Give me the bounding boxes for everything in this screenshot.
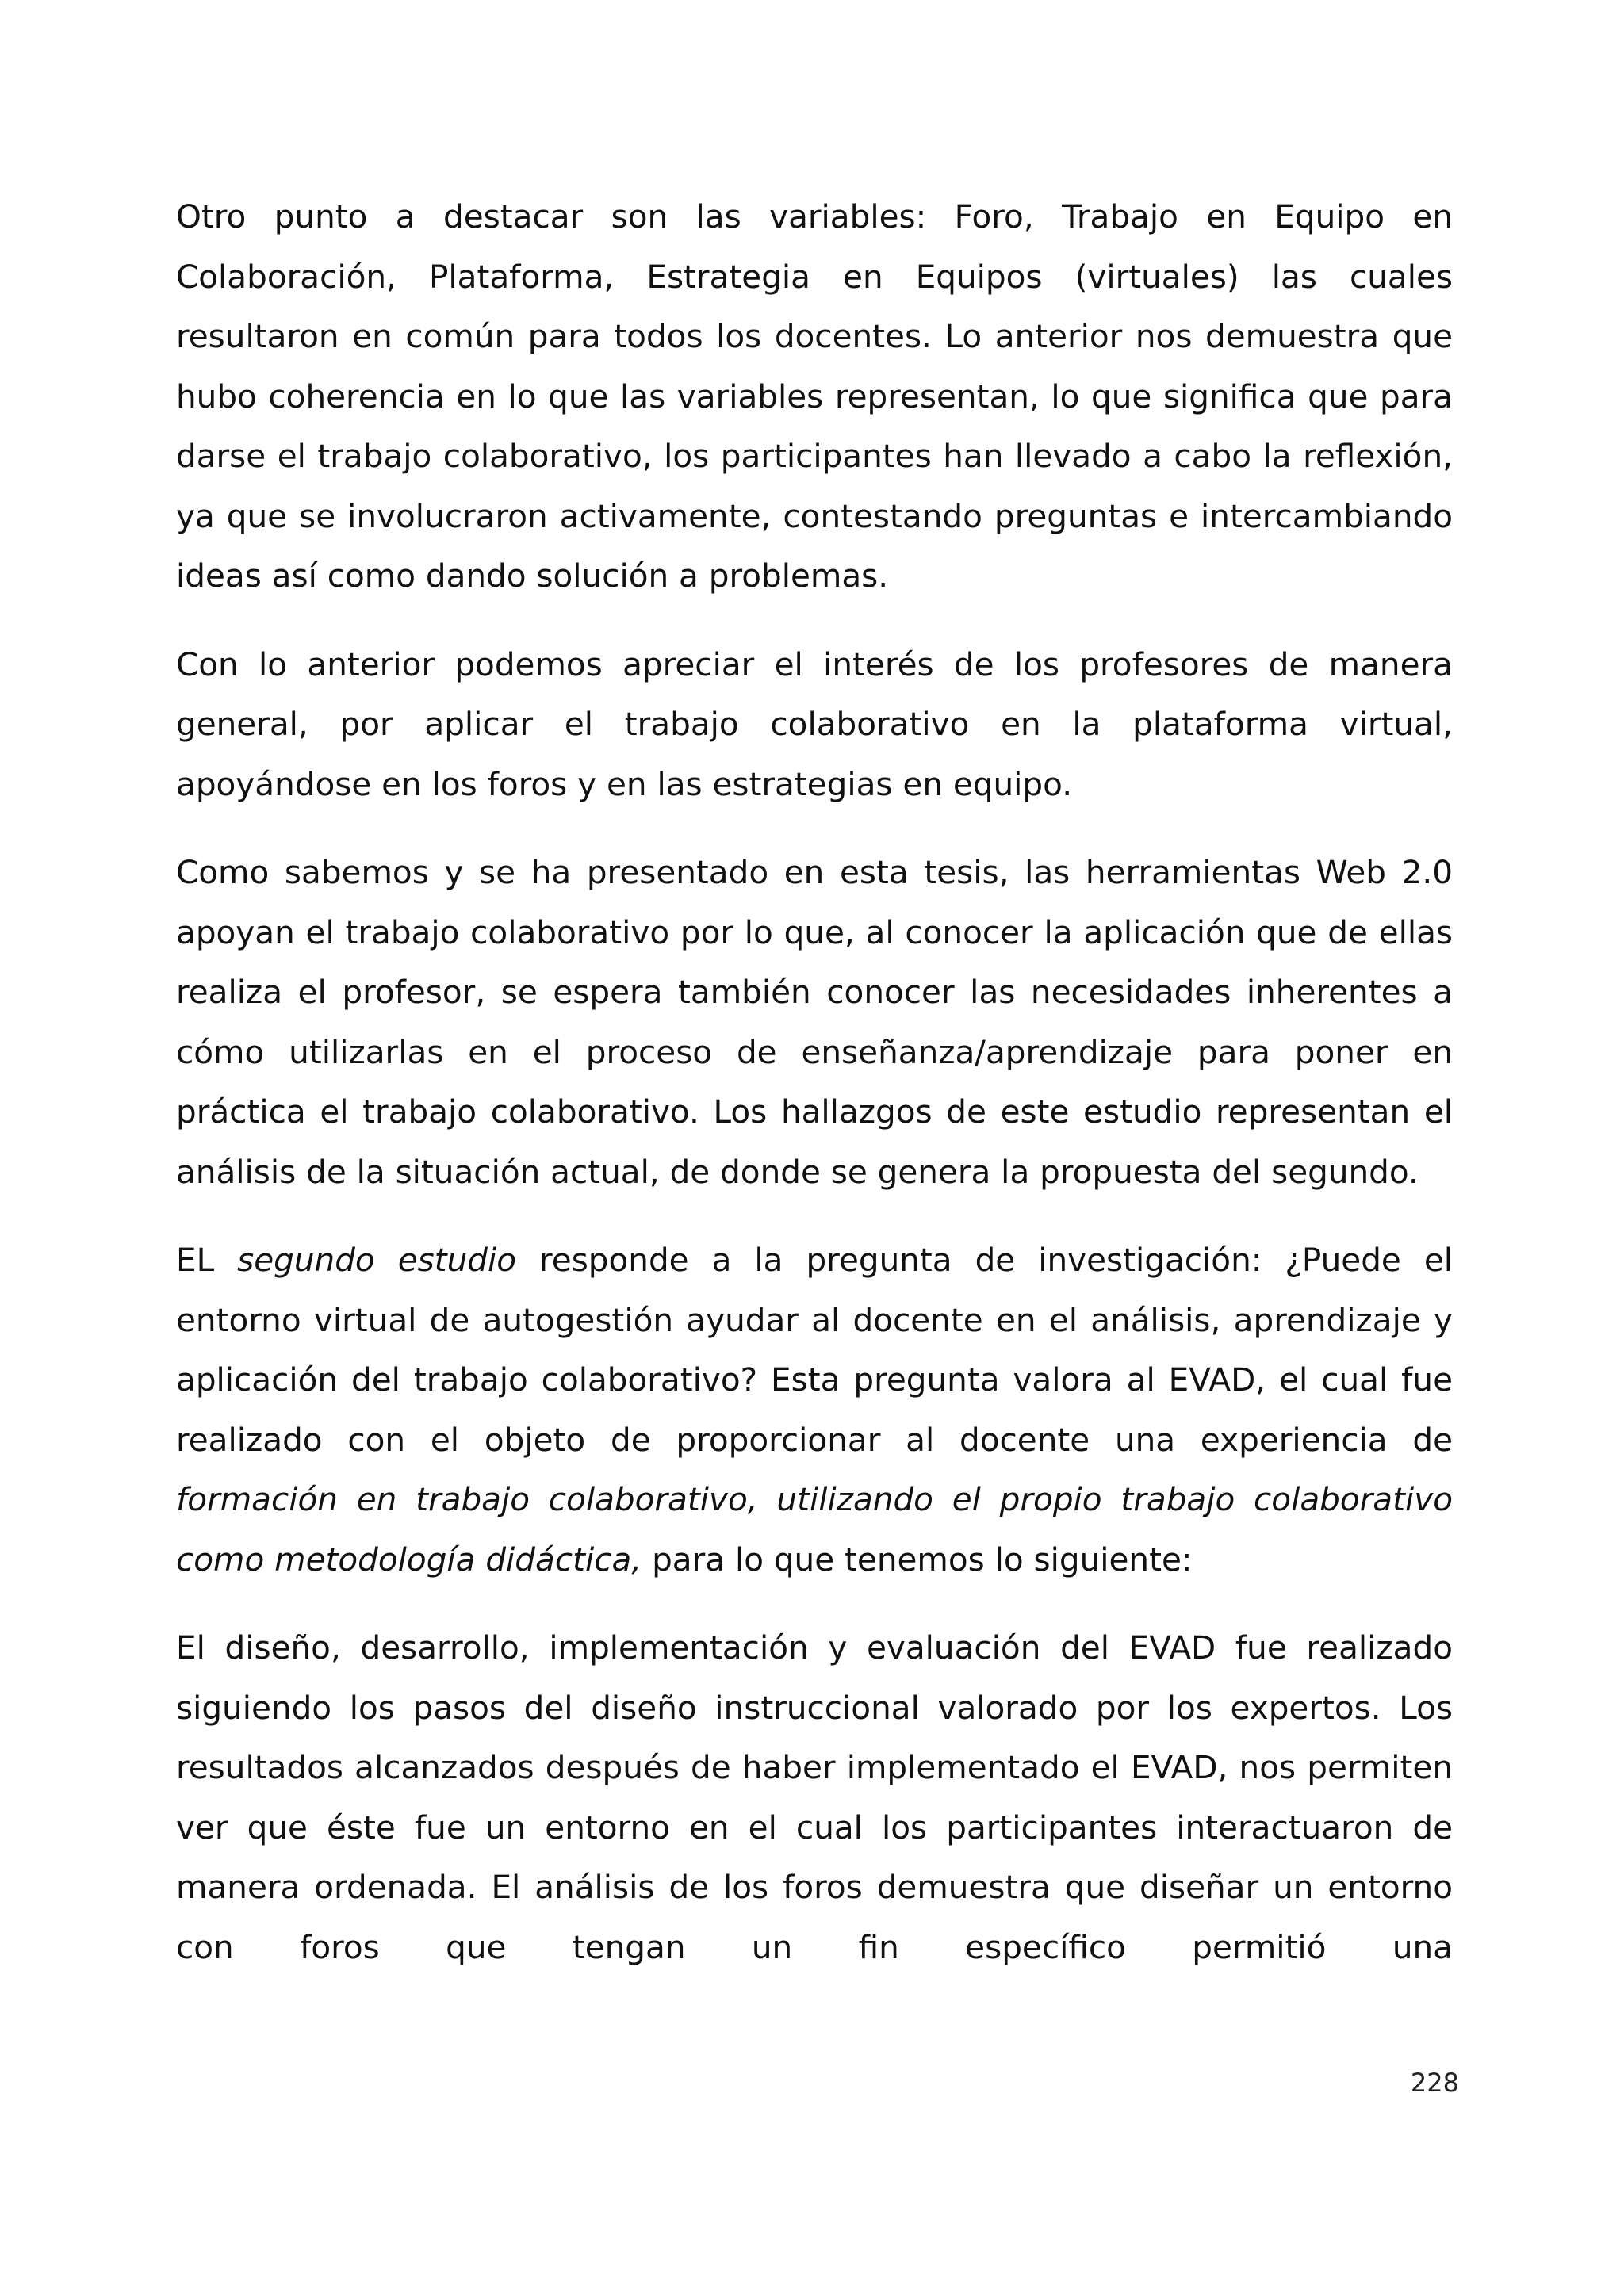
paragraph-4-text-c: para lo que tenemos lo siguiente: [642,1540,1193,1578]
paragraph-1-text: Otro punto a destacar son las variables: Foro, Trabajo en Equipo en Colaboración, Plataforma, Estrategia en Equipos (virtuales) las cuales resultaron en común para todos los docentes. Lo anterior nos demuestra que hubo coherencia en lo que las variables representan, lo que significa que para darse el trabajo colaborativo, los participantes han llevado a cabo la reflexión, ya que se involucraron activamente, contestando preguntas e intercambiando ideas así como dando solución a problemas. [176,197,1453,595]
paragraph-2-text: Con lo anterior podemos apreciar el interés de los profesores de manera general, por aplicar el trabajo colaborativo en la plataforma virtual, apoyándose en los foros y en las estrategias en equipo. [176,645,1453,803]
body-text [176,187,1453,1977]
paragraph-4-text-a: EL [176,1241,238,1279]
paragraph-1 [176,187,1453,607]
paragraph-4-italic-a: segundo estudio [237,1241,517,1279]
page-number: 228 [1410,2068,1459,2098]
paragraph-4 [176,1230,1453,1590]
paragraph-3-text: Como sabemos y se ha presentado en esta tesis, las herramientas Web 2.0 apoyan el trabajo colaborativo por lo que, al conocer la aplicación que de ellas realiza el profesor, se espera también conocer las necesidades inherentes a cómo utilizarlas en el proceso de enseñanza/aprendizaje para poner en práctica el trabajo colaborativo. Los hallazgos de este estudio representan el análisis de la situación actual, de donde se genera la propuesta del segundo. [176,853,1453,1191]
paragraph-4-italic-b: formación en trabajo colaborativo, utilizando el propio trabajo colaborativo como metodología didáctica, [176,1480,1453,1578]
paragraph-4-text-b: responde a la pregunta de investigación: ¿Puede el entorno virtual de autogestión ayudar al docente en el análisis, aprendizaje y aplicación del trabajo colaborativo? Esta pregunta valora al EVAD, el cual fue realizado con el objeto de proporcionar al docente una experiencia de [176,1241,1453,1459]
paragraph-5 [176,1618,1453,1977]
paragraph-2 [176,635,1453,815]
paragraph-5-text: El diseño, desarrollo, implementación y evaluación del EVAD fue realizado siguiendo los pasos del diseño instruccional valorado por los expertos. Los resultados alcanzados después de haber implementado el EVAD, nos permiten ver que éste fue un entorno en el cual los participantes interactuaron de manera ordenada. El análisis de los foros demuestra que diseñar un entorno con foros que tengan un fin específico permitió una [176,1628,1453,1966]
paragraph-3 [176,843,1453,1202]
